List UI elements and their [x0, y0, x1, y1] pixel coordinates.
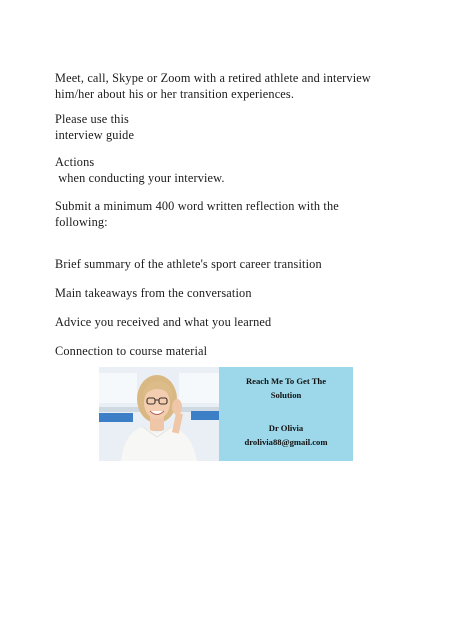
- text-line: interview guide: [55, 128, 135, 142]
- text-line: following:: [55, 215, 108, 229]
- paragraph-guide: [55, 111, 400, 143]
- paragraph-intro: [55, 70, 400, 102]
- tutor-name: Dr Olivia: [268, 423, 304, 433]
- bullet-takeaways: [55, 285, 400, 301]
- promo-heading-line1: Reach Me To Get The: [245, 376, 327, 386]
- text-line: Actions: [55, 155, 95, 169]
- text-line: him/her about his or her transition experiences.: [55, 87, 295, 101]
- tutor-photo: [99, 367, 219, 461]
- text-line: Submit a minimum 400 word written reflection with the: [55, 199, 339, 213]
- tutor-email[interactable]: drolivia88@gmail.com: [244, 437, 328, 447]
- text-line: when conducting your interview.: [55, 171, 225, 185]
- tutor-photo-illustration: [99, 367, 219, 461]
- contact-panel: [219, 367, 353, 461]
- text-line: Meet, call, Skype or Zoom with a retired athlete and interview: [55, 71, 371, 85]
- promo-heading-line2: Solution: [270, 390, 302, 400]
- text-line: Advice you received and what you learned: [55, 315, 272, 329]
- paragraph-actions: [55, 154, 400, 186]
- text-line: Please use this: [55, 112, 129, 126]
- bullet-connection: [55, 343, 400, 359]
- text-line: Connection to course material: [55, 344, 208, 358]
- text-line: Main takeaways from the conversation: [55, 286, 252, 300]
- text-line: Brief summary of the athlete's sport career transition: [55, 257, 322, 271]
- bullet-summary: [55, 256, 400, 272]
- promo-banner: [99, 367, 353, 461]
- paragraph-submit: [55, 198, 400, 230]
- bullet-advice: [55, 314, 400, 330]
